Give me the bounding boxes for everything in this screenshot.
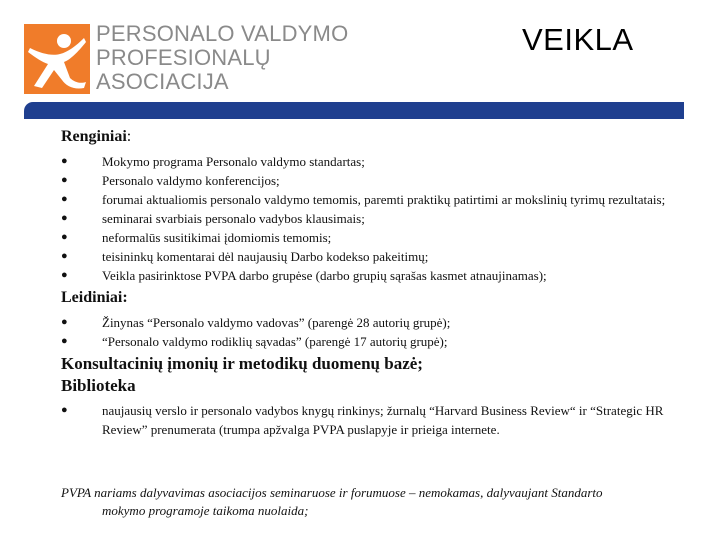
list-item: ● “Personalo valdymo rodiklių sąvadas” (parengė 17 autorių grupė);: [61, 334, 448, 349]
biblioteka-list: [61, 401, 681, 439]
bullet-icon: ●: [61, 269, 68, 281]
list-item: ● Žinynas “Personalo valdymo vadovas” (parengė 28 autorių grupė);: [61, 315, 451, 330]
logo-line-3: ASOCIACIJA: [96, 69, 229, 94]
bullet-icon: ●: [61, 193, 68, 205]
section-heading-leidiniai: Leidiniai:: [61, 289, 128, 306]
list-item: ● teisininkų komentarai dėl naujausių Darbo kodekso pakeitimų;: [61, 249, 429, 264]
section-heading-biblioteka: Biblioteka: [61, 376, 136, 395]
bullet-icon: ●: [61, 335, 68, 347]
logo-wordmark: [96, 22, 348, 94]
bullet-icon: ●: [61, 231, 68, 243]
list-item: ● forumai aktualiomis personalo valdymo temomis, paremti praktikų patirtimi ar mokslinių tyrimų rezultatais;: [61, 192, 666, 207]
bullet-icon: ●: [61, 250, 68, 262]
page-title: VEIKLA: [522, 22, 634, 57]
bullet-icon: ●: [61, 212, 68, 224]
accent-bar: [24, 102, 684, 119]
list-item: ● Veikla pasirinktose PVPA darbo grupėse (darbo grupių sąrašas kasmet atnaujinamas);: [61, 268, 547, 283]
list-item: ● neformalūs susitikimai įdomiomis temomis;: [61, 230, 332, 245]
main-content: [61, 126, 681, 441]
logo-line-2: PROFESIONALŲ: [96, 45, 271, 70]
section-heading-renginiai: Renginiai:: [61, 128, 132, 145]
logo-icon: [24, 24, 90, 94]
leidiniai-list: [61, 313, 681, 351]
list-item: ● naujausių verslo ir personalo vadybos knygų rinkinys; žurnalų “Harvard Business Review“ ir “Strategic HR Review” prenumerata (trumpa apžvalga PVPA puslapyje ir prieiga internete.: [61, 403, 664, 437]
bullet-icon: ●: [61, 404, 68, 416]
list-item: ● seminarai svarbiais personalo vadybos klausimais;: [61, 211, 365, 226]
section-heading-duomenu-baze: Konsultacinių įmonių ir metodikų duomenų bazė;: [61, 354, 423, 373]
bullet-icon: ●: [61, 174, 68, 186]
footnote-line-1: PVPA nariams dalyvavimas asociacijos seminaruose ir forumuose – nemokamas, dalyvaujant Standarto: [61, 485, 603, 500]
logo-line-1: PERSONALO VALDYMO: [96, 21, 349, 46]
bullet-icon: ●: [61, 155, 68, 167]
renginiai-list: [61, 152, 681, 285]
bullet-icon: ●: [61, 316, 68, 328]
footnote: [61, 484, 661, 520]
list-item: ● Personalo valdymo konferencijos;: [61, 173, 280, 188]
list-item: ● Mokymo programa Personalo valdymo standartas;: [61, 154, 365, 169]
footnote-line-2: mokymo programoje taikoma nuolaida;: [102, 503, 309, 518]
